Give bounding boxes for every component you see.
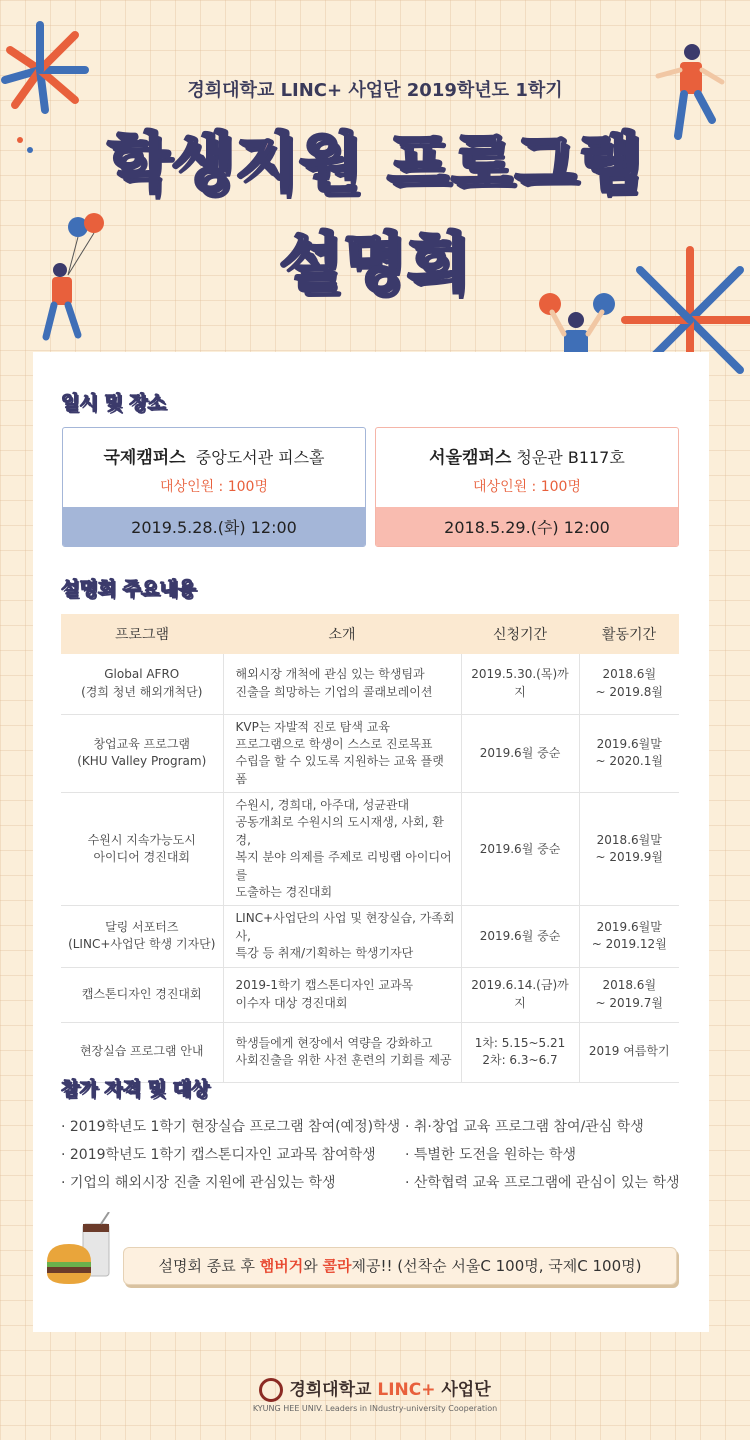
venue-card-global <box>62 427 366 547</box>
eligibility-item: · 특별한 도전을 원하는 학생 <box>405 1147 577 1163</box>
program-name-line: 수원시 지속가능도시 <box>87 832 196 847</box>
program-name-line: 창업교육 프로그램 <box>93 736 191 751</box>
program-active-period <box>579 967 679 1022</box>
program-active-period <box>579 793 679 906</box>
program-apply-period-line: 2019.5.30.(목)까지 <box>471 667 569 699</box>
program-name <box>61 714 223 793</box>
program-name <box>61 967 223 1022</box>
program-active-period-line: 2018.6월 <box>602 978 657 993</box>
program-name-line: 달링 서포터즈 <box>105 920 179 935</box>
program-active-period-line: 2018.6월말 <box>596 832 662 847</box>
promo-cola: 콜라 <box>322 1257 352 1275</box>
program-active-period-line: ~ 2020.1월 <box>595 754 663 769</box>
program-apply-period-line: 2019.6월 중순 <box>479 745 561 760</box>
venue-capacity: 대상인원 : 100명 <box>473 479 581 495</box>
promo-mid: 와 <box>303 1257 323 1275</box>
program-name-line: Global AFRO <box>104 667 180 682</box>
eligibility-item: · 산학협력 교육 프로그램에 관심이 있는 학생 <box>405 1175 680 1191</box>
burger-cola-icon <box>43 1212 123 1292</box>
program-intro <box>223 793 461 906</box>
eligibility-item: · 취·창업 교육 프로그램 참여/관심 학생 <box>405 1119 644 1135</box>
program-intro-line: 수원시, 경희대, 아주대, 성균관대 <box>235 798 410 813</box>
program-apply-period-line: 2019.6.14.(금)까지 <box>471 978 569 1010</box>
program-intro <box>223 967 461 1022</box>
program-name-line: 현장실습 프로그램 안내 <box>79 1044 204 1059</box>
venue-capacity: 대상인원 : 100명 <box>160 479 268 495</box>
section-title-programs: 설명회 주요내용 <box>61 578 197 600</box>
program-name <box>61 654 223 714</box>
program-intro-line: 학생들에게 현장에서 역량을 강화하고 <box>235 1035 433 1050</box>
program-name-line: (LINC+사업단 학생 기자단) <box>68 937 216 952</box>
program-apply-period-line: 2019.6월 중순 <box>479 841 561 856</box>
brand-part-c: 사업단 <box>435 1380 491 1400</box>
program-active-period <box>579 906 679 967</box>
program-intro <box>223 654 461 714</box>
venue-place: 중앙도서관 피스홀 <box>195 448 325 467</box>
program-intro <box>223 906 461 967</box>
program-intro-line: 해외시장 개척에 관심 있는 학생팀과 <box>235 667 425 682</box>
promo-burger: 햄버거 <box>259 1257 304 1275</box>
title-part-b: 지원 <box>235 127 363 201</box>
program-apply-period <box>461 793 579 906</box>
title-part-c: 프로그램 <box>362 127 643 201</box>
program-active-period <box>579 1022 679 1082</box>
col-header-intro: 소개 <box>223 614 461 654</box>
program-intro <box>223 714 461 793</box>
program-intro-line: 공동개최로 수원시의 도시재생, 사회, 환경, <box>235 815 444 847</box>
program-intro-line: 이수자 대상 경진대회 <box>235 995 348 1010</box>
program-apply-period <box>461 1022 579 1082</box>
program-active-period-line: ~ 2019.8월 <box>595 684 663 699</box>
program-active-period-line: 2019 여름학기 <box>588 1044 670 1059</box>
table-row <box>61 906 679 967</box>
title-part-a: 학생 <box>107 127 236 201</box>
brand-part-a: 경희대학교 <box>289 1380 378 1400</box>
program-name <box>61 906 223 967</box>
program-active-period-line: ~ 2019.9월 <box>595 850 663 865</box>
col-header-active: 활동기간 <box>579 614 679 654</box>
program-apply-period <box>461 906 579 967</box>
program-name-line: (경희 청년 해외개척단) <box>81 684 203 699</box>
program-active-period <box>579 714 679 793</box>
venue-campus: 국제캠퍼스 <box>103 448 186 468</box>
promo-post: 제공!! (선착순 서울C 100명, 국제C 100명) <box>351 1257 642 1275</box>
program-apply-period <box>461 967 579 1022</box>
eligibility-item: · 2019학년도 1학기 캡스톤디자인 교과목 참여학생 <box>61 1147 376 1163</box>
content-card <box>33 352 709 1332</box>
program-intro-line: 사회진출을 위한 사전 훈련의 기회를 제공 <box>235 1053 452 1068</box>
section-title-eligibility: 참가 자격 및 대상 <box>61 1078 210 1100</box>
program-name-line: 캡스톤디자인 경진대회 <box>81 986 202 1001</box>
program-name <box>61 793 223 906</box>
program-active-period-line: 2019.6월말 <box>596 736 662 751</box>
program-intro-line: 도출하는 경진대회 <box>235 885 333 900</box>
program-intro-line: 복지 분야 의제를 주제로 리빙랩 아이디어를 <box>235 850 452 882</box>
program-intro <box>223 1022 461 1082</box>
program-intro-line: 진출을 희망하는 기업의 콜래보레이션 <box>235 684 433 699</box>
col-header-apply: 신청기간 <box>461 614 579 654</box>
page-title-line2: 설명회 <box>279 227 471 301</box>
program-apply-period-line: 1차: 5.15~5.21 <box>474 1035 566 1050</box>
col-header-program: 프로그램 <box>61 614 223 654</box>
program-intro-line: 특강 등 취재/기획하는 학생기자단 <box>235 946 414 961</box>
venue-date: 2019.5.28.(화) 12:00 <box>63 507 365 547</box>
venue-campus: 서울캠퍼스 <box>429 448 512 468</box>
program-active-period-line: ~ 2019.7월 <box>595 995 663 1010</box>
program-apply-period <box>461 654 579 714</box>
venue-place: 청운관 B117호 <box>516 448 625 467</box>
eligibility-item: · 2019학년도 1학기 현장실습 프로그램 참여(예정)학생 <box>61 1119 401 1135</box>
program-intro-line: 프로그램으로 학생이 스스로 진로목표 <box>235 736 433 751</box>
program-active-period <box>579 654 679 714</box>
footer-brand <box>0 1375 750 1402</box>
footer-tagline: KYUNG HEE UNIV. Leaders in INdustry-university Cooperation <box>252 1404 498 1413</box>
program-apply-period-line: 2019.6월 중순 <box>479 928 561 943</box>
table-row <box>61 793 679 906</box>
university-seal-icon <box>259 1378 283 1402</box>
table-row <box>61 714 679 793</box>
program-active-period-line: ~ 2019.12월 <box>591 937 667 952</box>
promo-banner <box>123 1247 677 1285</box>
venue-date: 2018.5.29.(수) 12:00 <box>376 507 678 547</box>
venue-card-seoul <box>375 427 679 547</box>
eligibility-item: · 기업의 해외시장 진출 지원에 관심있는 학생 <box>61 1175 336 1191</box>
section-title-schedule: 일시 및 장소 <box>61 392 166 414</box>
table-row <box>61 967 679 1022</box>
program-apply-period-line: 2차: 6.3~6.7 <box>482 1053 558 1068</box>
program-intro-line: 2019-1학기 캡스톤디자인 교과목 <box>235 978 414 993</box>
program-active-period-line: 2018.6월 <box>602 667 657 682</box>
program-table <box>61 614 679 1083</box>
promo-pre: 설명회 종료 후 <box>158 1257 260 1275</box>
footer <box>0 1375 750 1413</box>
brand-part-b: LINC+ <box>377 1380 436 1400</box>
program-apply-period <box>461 714 579 793</box>
program-intro-line: KVP는 자발적 진로 탐색 교육 <box>235 719 390 734</box>
page-title <box>0 112 750 204</box>
program-name-line: 아이디어 경진대회 <box>93 850 191 865</box>
program-active-period-line: 2019.6월말 <box>596 920 662 935</box>
program-name-line: (KHU Valley Program) <box>77 754 207 769</box>
program-intro-line: LINC+사업단의 사업 및 현장실습, 가족회사, <box>235 911 455 943</box>
event-subtitle: 경희대학교 LINC+ 사업단 2019학년도 1학기 <box>187 80 563 101</box>
program-intro-line: 수립을 할 수 있도록 지원하는 교육 플랫폼 <box>235 754 444 786</box>
table-row <box>61 654 679 714</box>
